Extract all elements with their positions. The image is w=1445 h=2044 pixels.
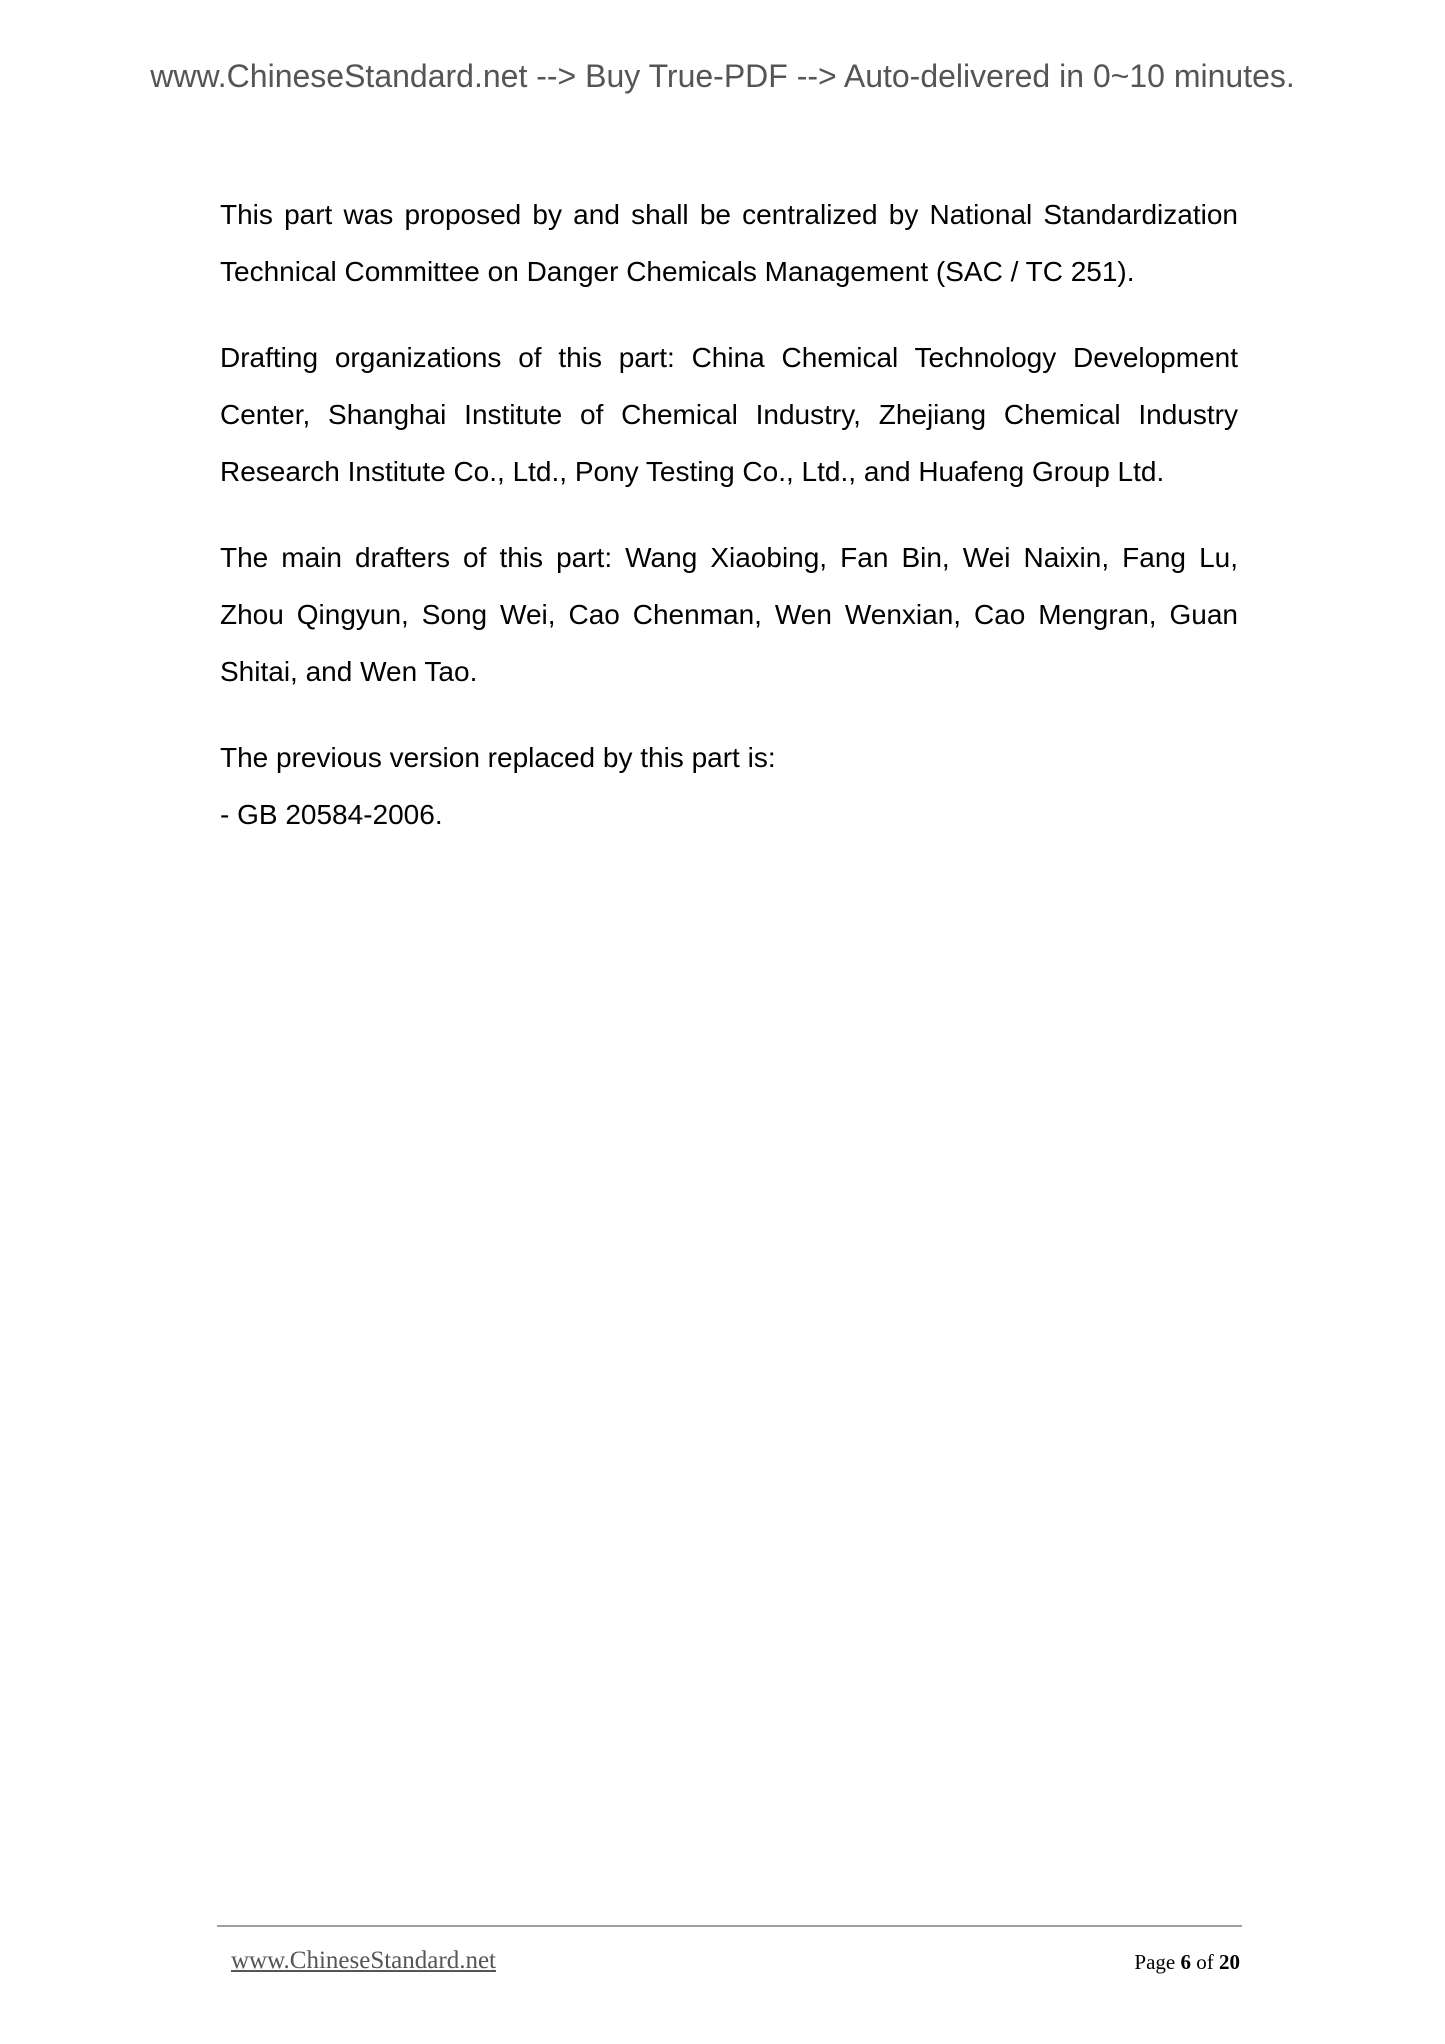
paragraph-main-drafters: The main drafters of this part: Wang Xiaobing, Fan Bin, Wei Naixin, Fang Lu, Zhou Qingyun, Song Wei, Cao Chenman, Wen Wenxian, Cao Mengran, Guan Shitai, and Wen Tao. — [220, 542, 1238, 687]
previous-version-item: - GB 20584-2006. — [220, 799, 443, 830]
header-banner: www.ChineseStandard.net --> Buy True-PDF --> Auto-delivered in 0~10 minutes. — [150, 58, 1295, 94]
paragraph-proposal: This part was proposed by and shall be centralized by National Standardization Technical Committee on Danger Chemicals Management (SAC / TC 251). — [220, 199, 1238, 287]
page-number — [1134, 1950, 1240, 1975]
page-prefix: Page — [1134, 1950, 1176, 1974]
footer-website-link[interactable]: www.ChineseStandard.net — [231, 1947, 496, 1974]
document-body — [220, 186, 1238, 843]
previous-version-intro: The previous version replaced by this part is: — [220, 742, 776, 773]
page-of: of — [1196, 1950, 1214, 1974]
page-current: 6 — [1180, 1950, 1191, 1974]
page-total: 20 — [1219, 1950, 1240, 1974]
paragraph-drafting-organizations: Drafting organizations of this part: China Chemical Technology Development Center, Shanghai Institute of Chemical Industry, Zhejiang Chemical Industry Research Institute Co., Ltd., Pony Testing Co., Ltd., and Huafeng Group Ltd. — [220, 342, 1238, 487]
footer-divider — [217, 1925, 1242, 1927]
